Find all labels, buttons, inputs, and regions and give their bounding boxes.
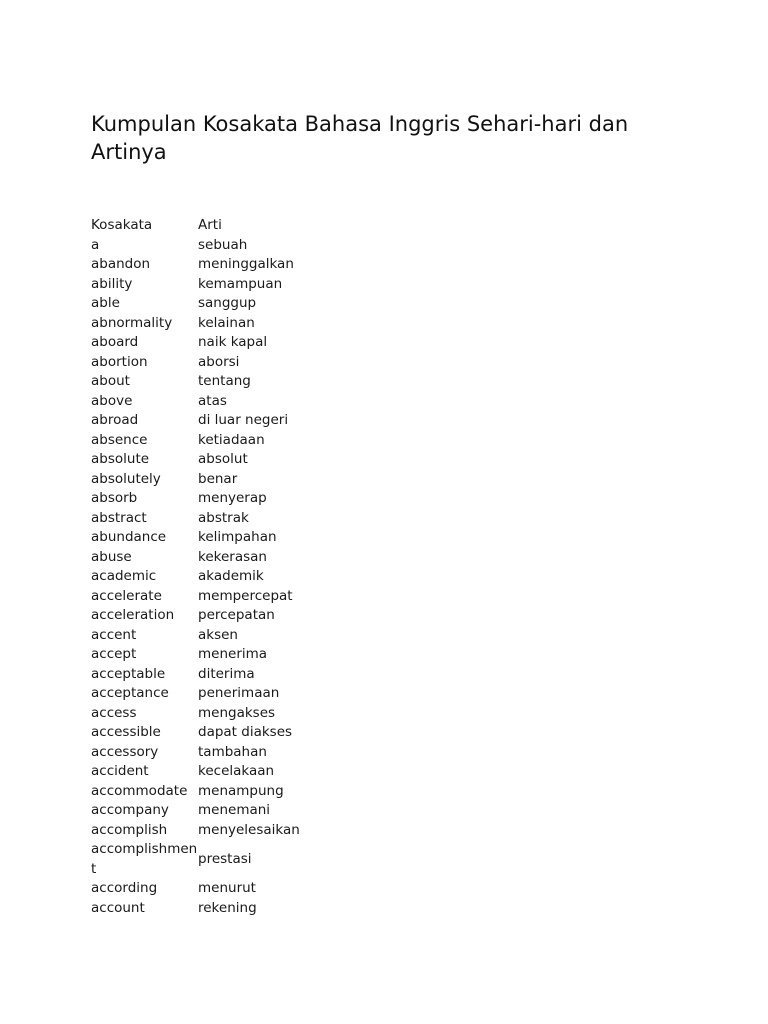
vocabulary-meaning: mengakses [198, 704, 276, 721]
vocabulary-meaning: penerimaan [198, 685, 280, 701]
vocabulary-meaning: aborsi [198, 353, 240, 370]
table-row [91, 489, 331, 509]
vocabulary-meaning: kelainan [198, 314, 255, 331]
vocabulary-word: ability [91, 275, 133, 292]
vocabulary-meaning: benar [198, 470, 238, 487]
table-row [91, 645, 331, 665]
table-row [91, 704, 331, 724]
vocabulary-meaning: menerima [198, 646, 268, 662]
table-row [91, 626, 331, 646]
vocabulary-meaning: menemani [198, 802, 271, 818]
table-row [91, 821, 331, 841]
vocabulary-word: account [91, 899, 145, 916]
vocabulary-meaning: rekening [198, 899, 257, 916]
vocabulary-meaning: prestasi [198, 850, 252, 867]
table-row [91, 470, 331, 490]
vocabulary-word: about [91, 373, 130, 389]
vocabulary-word: able [91, 295, 120, 311]
table-row [91, 743, 331, 763]
vocabulary-word: access [91, 704, 137, 721]
page-title: Kumpulan Kosakata Bahasa Inggris Sehari-hari dan Artinya [91, 112, 629, 164]
vocabulary-meaning: kekerasan [198, 548, 267, 565]
vocabulary-meaning: menyerap [198, 490, 267, 506]
vocabulary-word: absorb [91, 490, 138, 506]
header-meaning: Arti [198, 217, 222, 233]
vocabulary-meaning: sanggup [198, 295, 257, 311]
table-row [91, 255, 331, 275]
vocabulary-word: accomplishment [91, 841, 198, 877]
table-row [91, 879, 331, 899]
vocabulary-word: abnormality [91, 314, 173, 331]
table-header-row [91, 216, 331, 236]
vocabulary-word: acceleration [91, 607, 175, 623]
table-row [91, 294, 331, 314]
vocabulary-word: absolute [91, 451, 150, 467]
vocabulary-word: above [91, 392, 133, 409]
vocabulary-meaning: akademik [198, 568, 264, 584]
vocabulary-word: accessory [91, 743, 159, 760]
vocabulary-word: accomplish [91, 821, 168, 838]
vocabulary-meaning: naik kapal [198, 334, 268, 350]
table-row [91, 548, 331, 568]
vocabulary-word: accept [91, 646, 137, 662]
vocabulary-meaning: atas [198, 392, 227, 409]
vocabulary-word: abroad [91, 412, 139, 428]
vocabulary-meaning: dapat diakses [198, 724, 293, 740]
table-row [91, 782, 331, 802]
vocabulary-meaning: kemampuan [198, 275, 283, 292]
table-row [91, 314, 331, 334]
vocabulary-meaning: di luar negeri [198, 412, 289, 428]
header-vocabulary: Kosakata [91, 217, 153, 233]
table-row [91, 528, 331, 548]
vocabulary-meaning: menampung [198, 782, 284, 799]
vocabulary-meaning: ketiadaan [198, 431, 265, 448]
vocabulary-word: accent [91, 626, 137, 643]
table-row [91, 509, 331, 529]
table-row [91, 372, 331, 392]
vocabulary-word: abandon [91, 256, 151, 272]
vocabulary-meaning: diterima [198, 665, 255, 682]
vocabulary-word: aboard [91, 334, 139, 350]
table-row [91, 333, 331, 353]
vocabulary-word: abuse [91, 548, 132, 565]
vocabulary-word: acceptable [91, 665, 166, 682]
vocabulary-meaning: sebuah [198, 236, 248, 253]
table-row [91, 899, 331, 919]
vocabulary-word: accommodate [91, 782, 188, 799]
table-row [91, 587, 331, 607]
table-row [91, 762, 331, 782]
vocabulary-word: absence [91, 431, 148, 448]
table-row [91, 606, 331, 626]
table-row [91, 684, 331, 704]
vocabulary-word: abortion [91, 353, 148, 370]
vocabulary-word: accompany [91, 802, 169, 818]
vocabulary-meaning: menurut [198, 880, 256, 896]
table-row [91, 431, 331, 451]
vocabulary-meaning: absolut [198, 451, 248, 467]
vocabulary-table [91, 216, 331, 918]
vocabulary-word: abundance [91, 529, 167, 545]
vocabulary-word: accessible [91, 724, 161, 740]
vocabulary-word: accelerate [91, 587, 162, 604]
vocabulary-meaning: menyelesaikan [198, 821, 300, 838]
table-row [91, 236, 331, 256]
table-row [91, 275, 331, 295]
vocabulary-meaning: tentang [198, 373, 251, 389]
table-row [91, 450, 331, 470]
vocabulary-word: absolutely [91, 470, 161, 487]
vocabulary-meaning: abstrak [198, 509, 249, 526]
vocabulary-word: accident [91, 763, 149, 779]
table-row [91, 392, 331, 412]
table-row [91, 353, 331, 373]
vocabulary-meaning: kelimpahan [198, 529, 277, 545]
vocabulary-meaning: meninggalkan [198, 256, 294, 272]
vocabulary-word: academic [91, 568, 157, 584]
table-row [91, 411, 331, 431]
vocabulary-meaning: percepatan [198, 607, 275, 623]
vocabulary-meaning: aksen [198, 626, 238, 643]
vocabulary-word: a [91, 236, 100, 253]
vocabulary-table-body [91, 236, 331, 919]
table-row [91, 801, 331, 821]
table-row [91, 567, 331, 587]
vocabulary-meaning: mempercepat [198, 587, 293, 604]
vocabulary-meaning: kecelakaan [198, 763, 275, 779]
vocabulary-word: according [91, 880, 158, 896]
vocabulary-meaning: tambahan [198, 743, 267, 760]
table-row [91, 665, 331, 685]
vocabulary-word: acceptance [91, 685, 169, 701]
vocabulary-word: abstract [91, 509, 147, 526]
table-row [91, 723, 331, 743]
table-row [91, 840, 331, 879]
